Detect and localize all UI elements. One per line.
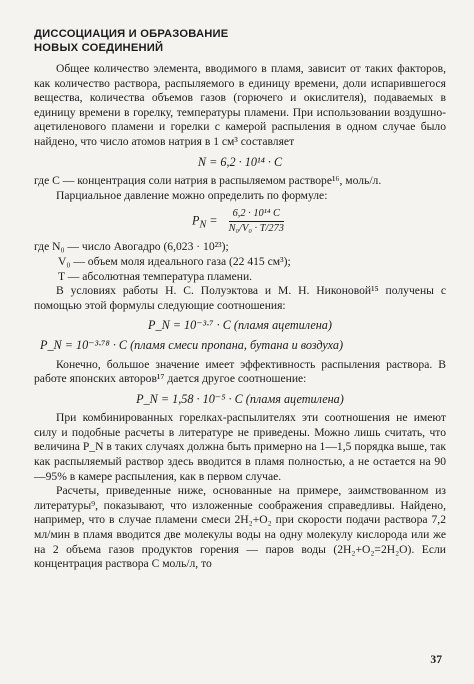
paragraph-4: В условиях работы Н. С. Полуэктова и М. Н. Никоновой¹⁵ получены с помощью этой формулы следующие соотношения: — [34, 284, 446, 312]
definitions-list — [34, 240, 446, 284]
formula-lhs: P — [192, 213, 200, 228]
page-number: 37 — [430, 653, 442, 666]
formula-japanese: P_N = 1,58 · 10⁻⁵ · C (пламя ацетилена) — [136, 391, 344, 406]
fraction-denominator: N₀/V₀ · T/273 — [228, 223, 284, 235]
formula-propane: P_N = 10⁻³·⁷⁸ · C (пламя смеси пропана, бутана и воздуха) — [40, 337, 344, 352]
heading-line-1: ДИССОЦИАЦИЯ И ОБРАЗОВАНИЕ — [34, 28, 229, 40]
paragraph-1: Общее количество элемента, вводимого в пламя, зависит от таких факторов, как количество раствора, распыляемого в единицу времени, доли испарившегося вещества, количества объемов газов (горючего и окислителя), подаваемых в единицу времени в горелку, температуры пламени. При использовании воздушно-ацетиленового пламени и горелки с камерой распыления в одном случае было найдено, что число атомов натрия в 1 см³ составляет — [34, 62, 446, 148]
paragraph-3: Парциальное давление можно определить по формуле: — [56, 188, 328, 202]
definition-temperature: T — абсолютная температура пламени. — [58, 269, 253, 283]
formula-lhs-sub: N — [199, 220, 207, 232]
section-heading — [34, 28, 446, 55]
paragraph-5: Конечно, большое значение имеет эффективность распыления раствора. В работе японских авторов¹⁷ дается другое соотношение: — [34, 357, 446, 386]
definition-avogadro: где N₀ — число Авогадро (6,023 · 10²³); — [34, 240, 229, 254]
formula-acetylene: P_N = 10⁻³·⁷ · C (пламя ацетилена) — [148, 318, 332, 333]
paragraph-2: где C — концентрация соли натрия в распыляемом растворе¹⁶, моль/л. — [34, 174, 382, 188]
paragraph-6: При комбинированных горелках-распылителях эти соотношения не имеют силу и подобные расчеты в литературе не приведены. Можно лишь считать, что величина P_N в таких случаях должна быть примерно на 1—1,5 порядка выше, так как распыляемый раствор здесь вводится в пламя полностью, а не остается на 90—95% в камере распыления, как в первом случае. — [34, 411, 446, 483]
fraction-numerator: 6,2 · 10¹⁴ C — [229, 208, 284, 222]
page-body — [34, 28, 446, 572]
definition-volume: V₀ — объем моля идеального газа (22 415 см³); — [58, 254, 291, 268]
formula-fraction — [225, 208, 288, 235]
formula-partial-pressure: $P_N$ = $\frac{\text{6,2 · 10¹⁴ C}}{\text{N₀/V₀ · T/273}}$ — [34, 208, 446, 235]
heading-line-2: НОВЫХ СОЕДИНЕНИЙ — [34, 41, 164, 54]
formula-atoms: N = 6,2 · 10¹⁴ · C — [197, 154, 283, 169]
paragraph-7: Расчеты, приведенные ниже, основанные на примере, заимствованном из литературы⁹, показывают, что изложенные соображения справедливы. Найдено, например, что в случае пламени смеси 2H₂+O₂ при скорости подачи раствора 7,2 мл/мин в пламя вводится две молекулы воды на одну молекулу кислорода или же на 2 объема газов продуктов горения — паров воды (2H₂+O₂=2H₂O). Если концентрация раствора C моль/л, то — [34, 484, 446, 571]
